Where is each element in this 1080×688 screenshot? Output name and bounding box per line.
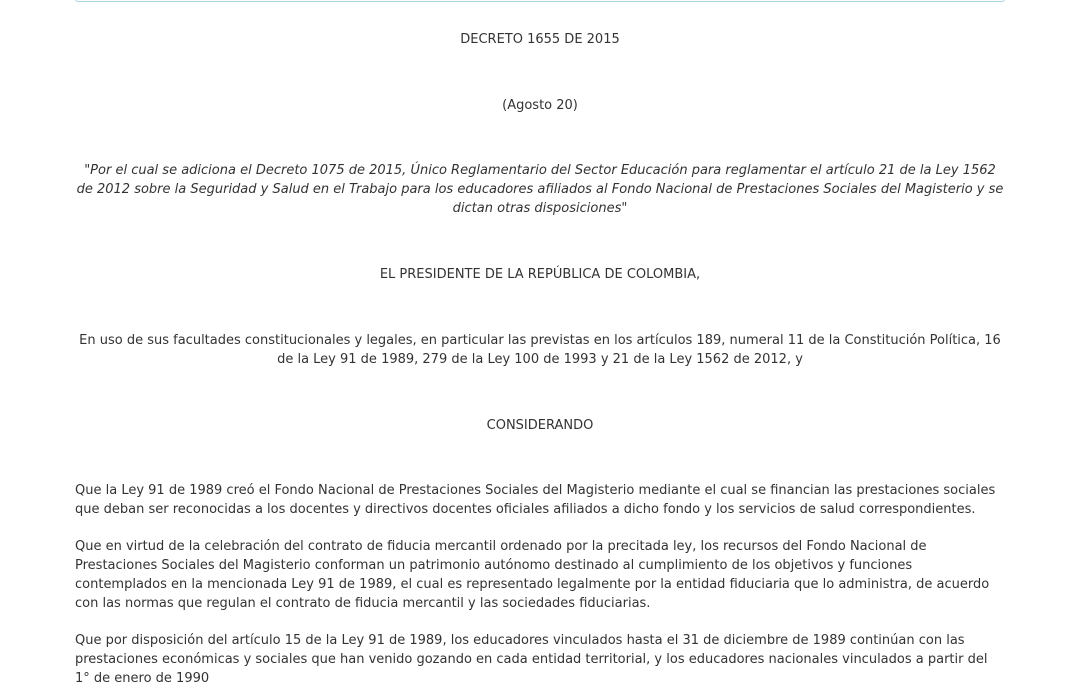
top-frame-box: [75, 0, 1005, 2]
issuer-heading: EL PRESIDENTE DE LA REPÚBLICA DE COLOMBIA,: [379, 267, 701, 282]
decree-title: DECRETO 1655 DE 2015: [460, 32, 620, 47]
decree-summary: "Por el cual se adiciona el Decreto 1075 de 2015, Único Reglamentario del Sector Educación para reglamentar el artículo 21 de la Ley 1562 de 2012 sobre la Seguridad y Salud en el Trabajo para los educadores afiliados al Fondo Nacional de Prestaciones Sociales del Magisterio y se dictan otras disposiciones": [76, 163, 1004, 216]
considerando-paragraph: Que en virtud de la celebración del contrato de fiducia mercantil ordenado por la precitada ley, los recursos del Fondo Nacional de Prestaciones Sociales del Magisterio conforman un patrimonio autónomo destinado al cumplimiento de los objetivos y funciones contemplados en la mencionada Ley 91 de 1989, el cual es representado legalmente por la entidad fiduciaria que lo administra, de acuerdo con las normas que regulan el contrato de fiducia mercantil y las sociedades fiduciarias.: [75, 539, 990, 611]
document-body: [75, 30, 1005, 688]
considerando-paragraph: Que por disposición del artículo 15 de la Ley 91 de 1989, los educadores vinculados hasta el 31 de diciembre de 1989 continúan con las prestaciones económicas y sociales que han venido gozando en cada entidad territorial, y los educadores nacionales vinculados a partir del 1° de enero de 1990: [75, 633, 988, 686]
decree-date: (Agosto 20): [502, 98, 578, 113]
legal-faculties: En uso de sus facultades constitucionales y legales, en particular las previstas en los artículos 189, numeral 11 de la Constitución Política, 16 de la Ley 91 de 1989, 279 de la Ley 100 de 1993 y 21 de la Ley 1562 de 2012, y: [79, 333, 1001, 367]
considerando-paragraph: Que la Ley 91 de 1989 creó el Fondo Nacional de Prestaciones Sociales del Magisterio mediante el cual se financian las prestaciones sociales que deban ser reconocidas a los docentes y directivos docentes oficiales afiliados a dicho fondo y los servicios de salud correspondientes.: [75, 483, 996, 517]
considerando-heading: CONSIDERANDO: [486, 418, 594, 433]
